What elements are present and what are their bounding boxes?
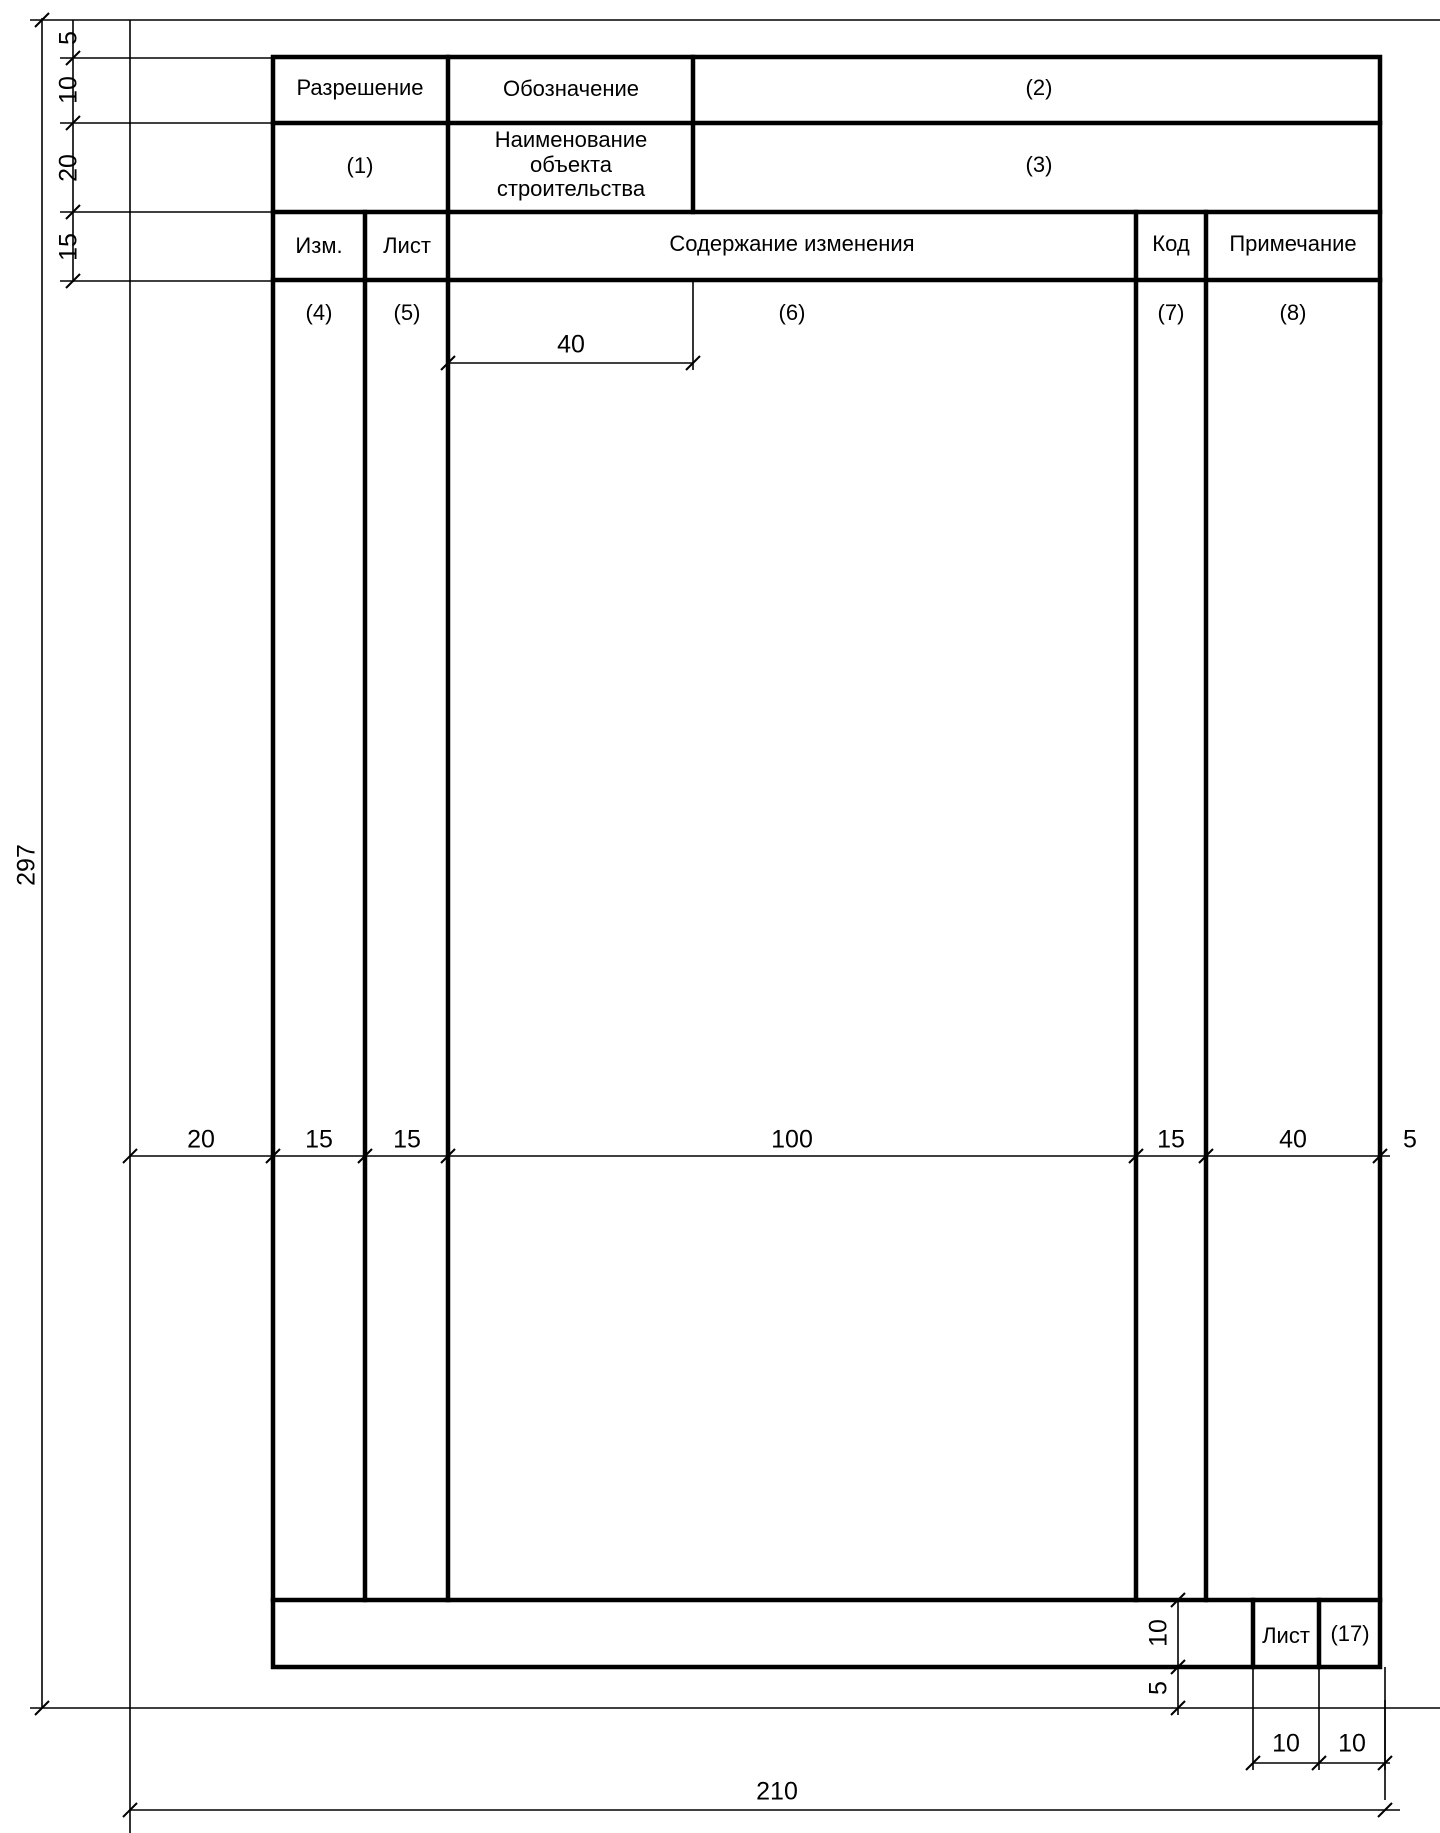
field-5: (5) (393, 299, 421, 325)
dim-sheet-width: 210 (756, 1777, 798, 1806)
field-6: (6) (778, 299, 806, 325)
designation-label: Обозначение (502, 75, 640, 101)
object-name-line-1: Наименование (494, 126, 648, 152)
dim-indent-40: 40 (557, 330, 585, 359)
dim-col-sheet-15: 15 (393, 1125, 421, 1154)
column-title-code: Код (1152, 230, 1190, 256)
field-1: (1) (346, 152, 374, 178)
footer-height-dimension (1136, 1593, 1253, 1715)
content-indent-dimension (441, 280, 700, 370)
object-name-line-3: строительства (496, 175, 646, 201)
dim-col-code-15: 15 (1157, 1125, 1185, 1154)
dim-sheet-height: 297 (12, 844, 41, 886)
field-7: (7) (1157, 299, 1185, 325)
object-name-line-2: объекта (529, 151, 613, 177)
column-title-rev: Изм. (295, 232, 343, 258)
column-title-note: Примечание (1229, 230, 1357, 256)
dim-col-rev-15: 15 (305, 1125, 333, 1154)
width-dimension (123, 1778, 1400, 1817)
sheet-outline (30, 20, 1440, 1833)
column-title-content: Содержание изменения (669, 230, 915, 256)
footer-sheet-label: Лист (1262, 1622, 1310, 1648)
column-title-sheet: Лист (383, 232, 431, 258)
footer-width-dimension (1246, 1667, 1392, 1770)
dim-top-15: 15 (54, 233, 83, 261)
dim-top-5: 5 (54, 31, 83, 45)
dim-footer-10-a: 10 (1272, 1729, 1300, 1758)
dim-col-content-100: 100 (771, 1125, 813, 1154)
dim-top-10: 10 (54, 76, 83, 104)
dim-footer-5: 5 (1144, 1681, 1173, 1695)
field-4: (4) (305, 299, 333, 325)
dim-col-note-40: 40 (1279, 1125, 1307, 1154)
field-8: (8) (1279, 299, 1307, 325)
dim-footer-10-b: 10 (1338, 1729, 1366, 1758)
height-dimension (13, 13, 130, 1715)
dim-margin-20: 20 (187, 1125, 215, 1154)
dim-top-20: 20 (54, 154, 83, 182)
dim-margin-5: 5 (1403, 1125, 1417, 1154)
dim-footer-10: 10 (1144, 1619, 1173, 1647)
footer-field-17: (17) (1330, 1620, 1370, 1646)
field-2: (2) (1025, 74, 1053, 100)
permission-label: Разрешение (296, 74, 424, 100)
left-dimension-chain (55, 20, 273, 288)
change-table (273, 57, 1380, 1667)
field-3: (3) (1025, 151, 1053, 177)
width-dimension-chain (123, 1126, 1417, 1163)
